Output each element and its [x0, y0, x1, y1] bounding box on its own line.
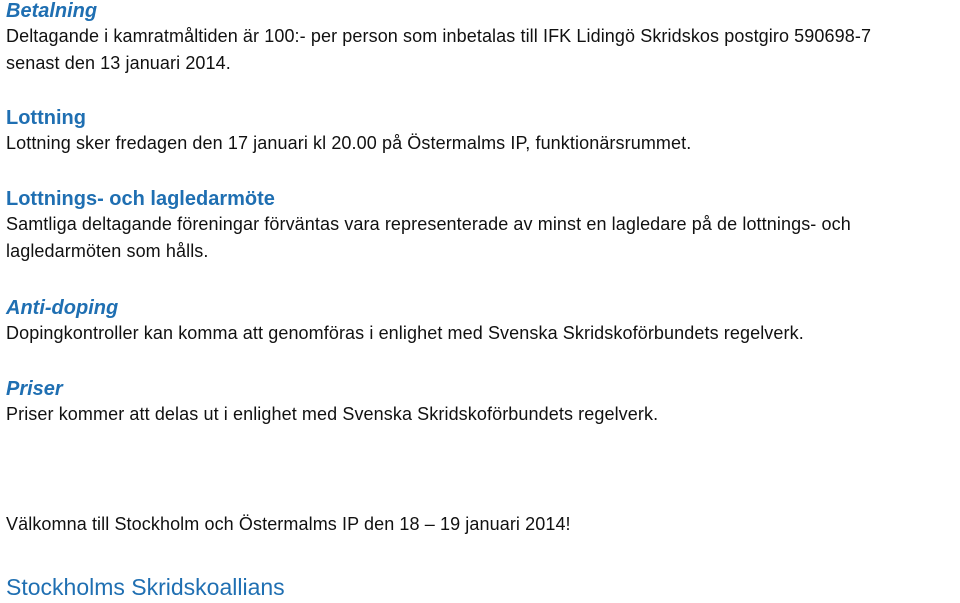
section-text-line: Priser kommer att delas ut i enlighet med Svenska Skridskoförbundets regelverk.	[6, 404, 659, 424]
section-priser	[6, 377, 956, 428]
section-text-line: Lottning sker fredagen den 17 januari kl 20.00 på Östermalms IP, funktionärsrummet.	[6, 133, 692, 153]
section-text-line: senast den 13 januari 2014.	[6, 53, 231, 73]
section-text-line: Deltagande i kamratmåltiden är 100:- per person som inbetalas till IFK Lidingö Skridskos postgiro 590698-7	[6, 26, 872, 46]
section-heading: Betalning	[6, 0, 98, 22]
section-heading: Lottning	[6, 107, 86, 129]
section-heading: Lottnings- och lagledarmöte	[6, 188, 275, 210]
section-heading: Priser	[6, 378, 63, 400]
section-lottning	[6, 106, 956, 157]
section-anti-doping	[6, 296, 956, 347]
section-heading: Anti-doping	[6, 297, 119, 319]
section-text-line: Samtliga deltagande föreningar förväntas vara representerade av minst en lagledare på de lottnings- och	[6, 214, 851, 234]
section-betalning	[6, 0, 956, 77]
section-text-line: Dopingkontroller kan komma att genomföras i enlighet med Svenska Skridskoförbundets regelverk.	[6, 323, 804, 343]
section-lottnings-mote	[6, 187, 956, 265]
signature-text: Stockholms Skridskoallians	[6, 574, 285, 600]
section-text-line: lagledarmöten som hålls.	[6, 241, 209, 261]
welcome-text: Välkomna till Stockholm och Östermalms IP den 18 – 19 januari 2014!	[6, 514, 571, 534]
